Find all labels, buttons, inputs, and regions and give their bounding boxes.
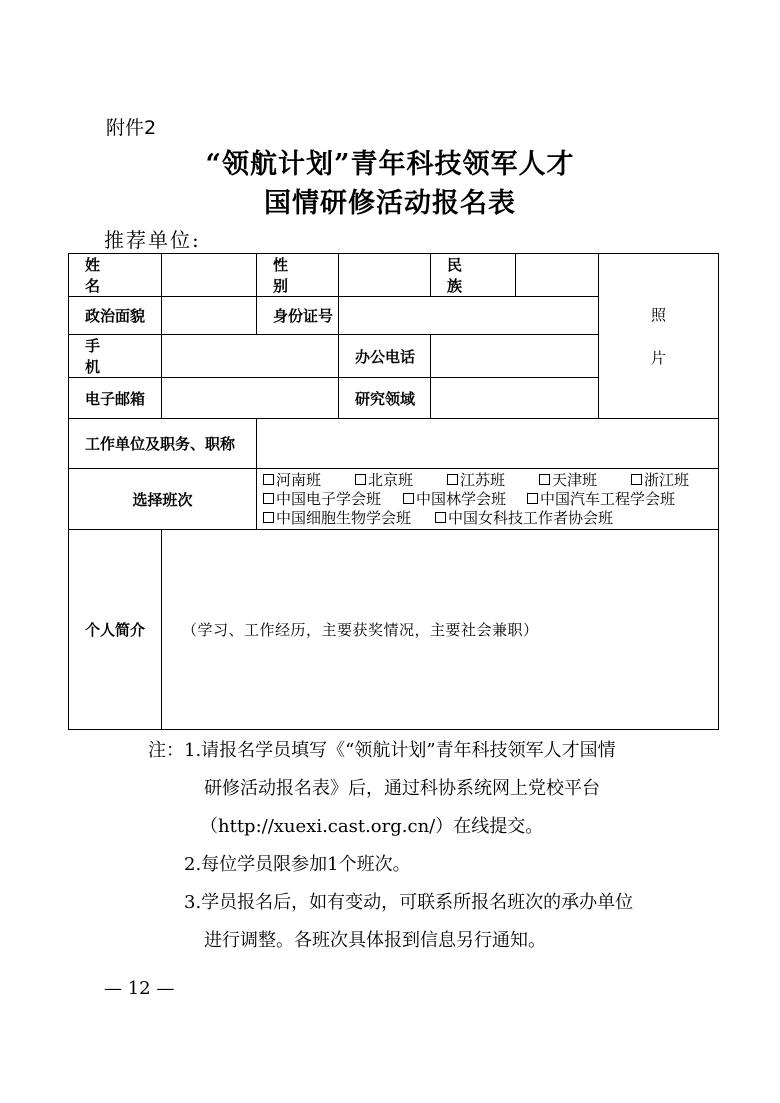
work-unit-field[interactable] — [257, 419, 719, 469]
checkbox[interactable] — [263, 474, 274, 485]
ethnicity-label: 民族 — [431, 254, 516, 297]
office-phone-field[interactable] — [431, 335, 599, 378]
note-3-line-1: 3.学员报名后，如有变动，可联系所报名班次的承办单位 — [184, 892, 634, 913]
form-title-line1: “领航计划”青年科技领军人才 — [205, 149, 575, 180]
photo-label-2: 片 — [650, 349, 666, 367]
registration-form — [68, 253, 719, 730]
class-option[interactable]: 中国女科技工作者协会班 — [435, 509, 613, 528]
checkbox[interactable] — [631, 474, 642, 485]
notes — [148, 732, 708, 960]
class-option[interactable]: 浙江班 — [631, 471, 689, 490]
class-row-3 — [263, 509, 718, 528]
checkbox[interactable] — [539, 474, 550, 485]
bio-field[interactable] — [162, 530, 719, 730]
note-2: 2.每位学员限参加1个班次。 — [184, 854, 411, 875]
political-label: 政治面貌 — [69, 297, 162, 335]
name-field[interactable] — [162, 254, 257, 297]
photo-label-1: 照 — [650, 306, 666, 324]
gender-label: 性别 — [257, 254, 339, 297]
class-option[interactable]: 中国林学会班 — [403, 490, 527, 509]
class-option[interactable]: 天津班 — [539, 471, 631, 490]
email-label: 电子邮箱 — [69, 378, 162, 419]
mobile-label: 手机 — [69, 335, 162, 378]
class-option[interactable]: 北京班 — [355, 471, 447, 490]
class-option[interactable]: 江苏班 — [447, 471, 539, 490]
bio-label: 个人简介 — [69, 530, 162, 730]
note-1-line-3: （http://xuexi.cast.org.cn/）在线提交。 — [200, 816, 544, 837]
office-phone-label: 办公电话 — [339, 335, 431, 378]
class-options — [257, 469, 719, 530]
research-field-label: 研究领域 — [339, 378, 431, 419]
checkbox[interactable] — [355, 474, 366, 485]
gender-field[interactable] — [339, 254, 431, 297]
id-number-field[interactable] — [339, 297, 599, 335]
attachment-label: 附件2 — [106, 117, 157, 139]
form-title-line2: 国情研修活动报名表 — [264, 188, 516, 219]
note-1-line-1: 注：1.请报名学员填写《“领航计划”青年科技领军人才国情 — [148, 740, 616, 761]
class-option[interactable]: 中国电子学会班 — [263, 490, 403, 509]
research-field-input[interactable] — [431, 378, 599, 419]
checkbox[interactable] — [527, 493, 538, 504]
bio-hint: （学习、工作经历，主要获奖情况，主要社会兼职） — [182, 621, 539, 639]
checkbox[interactable] — [263, 512, 274, 523]
page-number: — 12 — — [104, 978, 175, 999]
name-label: 姓名 — [69, 254, 162, 297]
note-3-line-2: 进行调整。各班次具体报到信息另行通知。 — [204, 930, 546, 951]
class-option[interactable]: 中国细胞生物学会班 — [263, 509, 435, 528]
email-field[interactable] — [162, 378, 339, 419]
mobile-field[interactable] — [162, 335, 339, 378]
note-1-line-2: 研修活动报名表》后，通过科协系统网上党校平台 — [204, 778, 600, 799]
checkbox[interactable] — [447, 474, 458, 485]
class-select-label: 选择班次 — [69, 469, 257, 530]
checkbox[interactable] — [435, 512, 446, 523]
ethnicity-field[interactable] — [516, 254, 599, 297]
checkbox[interactable] — [263, 493, 274, 504]
class-row-2 — [263, 490, 718, 509]
recommending-unit-label: 推荐单位: — [104, 228, 201, 252]
id-number-label: 身份证号 — [257, 297, 339, 335]
photo-box[interactable] — [599, 254, 719, 419]
checkbox[interactable] — [403, 493, 414, 504]
class-option[interactable]: 河南班 — [263, 471, 355, 490]
work-unit-label: 工作单位及职务、职称 — [69, 419, 257, 469]
class-row-1 — [263, 471, 718, 490]
political-field[interactable] — [162, 297, 257, 335]
class-option[interactable]: 中国汽车工程学会班 — [527, 490, 675, 509]
